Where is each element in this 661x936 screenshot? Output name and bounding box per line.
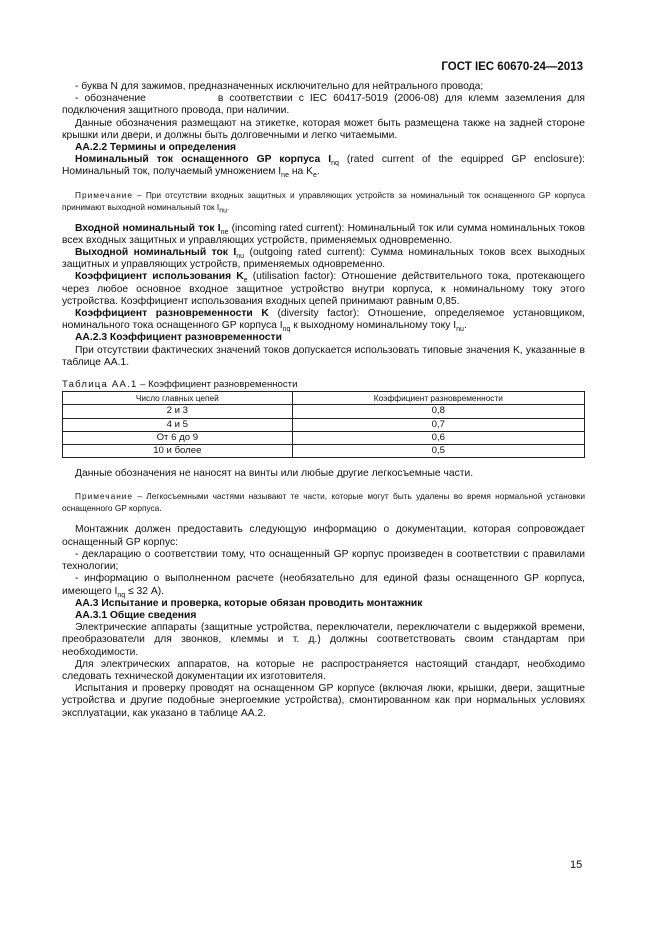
table-cell: 2 и 3	[63, 405, 293, 418]
installer-item-2	[62, 573, 585, 597]
definition-ine-term: Входной номинальный ток I	[75, 222, 221, 234]
installer-item-2-end: ≤ 32 А).	[125, 585, 164, 597]
note-2	[62, 490, 585, 514]
table-cell: 10 и более	[63, 445, 293, 458]
table-cell: 0,7	[292, 418, 584, 431]
table-header-row	[63, 392, 585, 405]
definition-ine-sub: ne	[220, 228, 229, 236]
definition-inu-text: (outgoing rated current): Сумма номинальных токов всех выходных защитных и управляющих устройств, применяемых одновременно.	[62, 247, 585, 271]
definition-inq-term: Номинальный ток оснащенного GP корпуса I	[75, 154, 332, 166]
section-aa31-heading: АА.3.1 Общие сведения	[75, 609, 197, 621]
definition-ke-sub: e	[243, 277, 248, 285]
definition-inq-text2: на K	[288, 166, 313, 178]
table-cell: 0,6	[292, 431, 584, 444]
note-1-end: .	[227, 201, 230, 212]
installer-item-2-text: - информацию о выполненном расчете (необязательно для единой фазы оснащенного GP корпуса, имеющего I	[62, 573, 585, 597]
note-1-sub: nu	[219, 207, 227, 215]
table-row	[63, 431, 585, 444]
label-paragraph: Данные обозначения размещают на этикетке, которая может быть размещена также на задней стороне крышки или двери, и должны быть долговечными и легко читаемыми.	[62, 117, 585, 141]
definition-k-sub: nq	[282, 326, 291, 334]
definition-inq-sub3: e	[312, 172, 317, 180]
section-aa23-paragraph: При отсутствии фактических значений токов допускается использовать типовые значения K, указанные в таблице АА.1.	[62, 344, 585, 368]
definition-inq	[62, 154, 585, 178]
definition-k-sub2: nu	[456, 326, 464, 334]
definition-k-end: .	[463, 320, 467, 332]
section-aa31-paragraph-1: Электрические аппараты (защитные устройства, переключатели, переключатели с выдержкой времени, преобразователи для звонков, клеммы и т. д.) должны соответствовать своим стандартам при необходимости.	[62, 622, 585, 658]
section-aa31-paragraph-3: Испытания и проверку проводят на оснащенном GP корпусе (включая люки, крышки, двери, защитные устройства и другие подобные энергоемкие устройства), смонтированном как при нормальных условиях эксплуатации, как указано в таблице АА.2.	[62, 683, 585, 719]
table-caption	[62, 379, 585, 391]
diversity-table	[62, 391, 585, 458]
definition-inq-sub2: ne	[281, 172, 289, 180]
spacer	[62, 458, 585, 468]
installer-item-2-sub: nq	[117, 591, 126, 599]
page-content	[62, 81, 585, 720]
list-item-n-terminal: - буква N для зажимов, предназначенных исключительно для нейтрального провода;	[75, 81, 484, 92]
table-cell: 0,8	[292, 405, 584, 418]
page-number: 15	[570, 859, 583, 871]
spacer	[62, 514, 585, 524]
spacer	[62, 213, 585, 223]
table-row	[63, 405, 585, 418]
definition-inq-text: (rated current of the equipped GP enclosure): Номинальный ток, получаемый умножением I	[62, 154, 585, 178]
table-cell: От 6 до 9	[63, 431, 293, 444]
definition-ine	[62, 223, 585, 247]
installer-item-1: - декларацию о соответствии тому, что оснащенный GP корпус произведен в соответствии с правилами технологии;	[62, 548, 585, 573]
section-aa23-heading: АА.2.3 Коэффициент разновременности	[75, 332, 282, 344]
table-row	[63, 418, 585, 431]
note-2-label: Примечание	[75, 491, 134, 502]
table-cell: 0,5	[292, 445, 584, 458]
section-aa22-heading: АА.2.2 Термины и определения	[75, 142, 237, 154]
standard-header: ГОСТ IEC 60670-24—2013	[441, 61, 583, 73]
definition-ke	[62, 271, 585, 308]
installer-paragraph: Монтажник должен предоставить следующую информацию о документации, которая сопровождает оснащенный GP корпус:	[62, 524, 585, 548]
definition-k-text2: к выходному номинальному току I	[290, 320, 457, 332]
table-header-cell: Коэффициент разновременности	[292, 392, 584, 405]
after-table-paragraph: Данные обозначения не наносят на винты или любые другие легкосъемные части.	[75, 468, 474, 480]
definition-inu-term: Выходной номинальный ток I	[75, 247, 237, 259]
note-1-text: – При отсутствии входных защитных и управляющих устройств за номинальный ток оснащенного GP корпуса принимают выходной номинальный ток I	[62, 189, 585, 212]
note-1-label: Примечание	[75, 189, 134, 200]
definition-k-term: Коэффициент разновременности K	[75, 308, 269, 320]
definition-ine-text: (incoming rated current): Номинальный ток или сумма номинальных токов всех входных защитных и управляющих устройств, применяемых одновременно.	[62, 222, 585, 246]
list-item-earth-symbol-b: в соответствии с IEC 60417-5019 (2006-08) для клемм заземления для подключения защитного провода, при наличии.	[62, 93, 585, 117]
list-item-earth-symbol-a: - обозначение	[75, 93, 146, 105]
definition-k	[62, 308, 585, 332]
note-2-text: – Легкосъемными частями называют те части, которые могут быть удалены во время нормальной установки оснащенного GP корпуса.	[62, 491, 585, 514]
table-caption-text: – Коэффициент разновременности	[137, 379, 298, 391]
table-caption-label: Таблица АА.1	[62, 379, 138, 391]
definition-ke-text: (utilisation factor): Отношение действительного тока, протекающего через любое основное входное защитное устройство внутри корпуса, к номинальному току этого устройства. Коэффициент использования входных цепей принимают равным 0,85.	[62, 271, 585, 307]
definition-inu-sub: nu	[236, 253, 245, 261]
section-aa3-heading: АА.3 Испытание и проверка, которые обязан проводить монтажник	[75, 597, 423, 609]
table-cell: 4 и 5	[63, 418, 293, 431]
section-aa31-paragraph-2: Для электрических аппаратов, на которые не распространяется настоящий стандарт, необходимо следовать технической документации их изготовителя.	[62, 658, 585, 682]
definition-k-text: (diversity factor): Отношение, определяемое установщиком, номинального тока оснащенного GP корпуса I	[62, 308, 585, 332]
list-item-earth-symbol	[62, 93, 585, 117]
table-header-cell: Число главных цепей	[63, 392, 293, 405]
table-row	[63, 445, 585, 458]
note-1	[62, 189, 585, 213]
definition-inq-sub: nq	[331, 160, 339, 168]
definition-ke-term: Коэффициент использования K	[75, 271, 244, 283]
definition-inq-text3: .	[316, 166, 320, 178]
definition-inu	[62, 247, 585, 271]
